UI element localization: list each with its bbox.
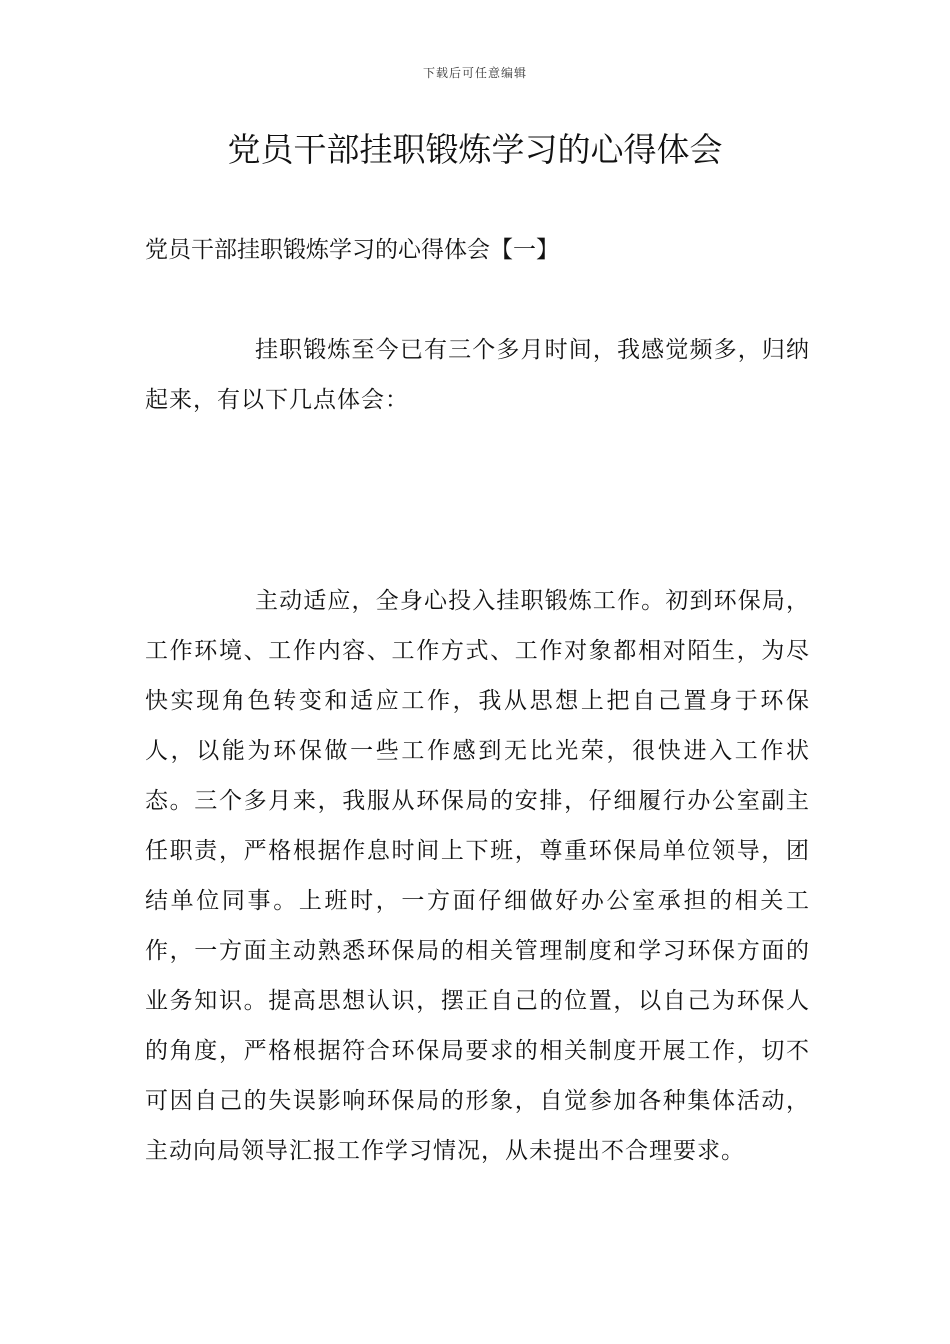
paragraph-intro: 挂职锻炼至今已有三个多月时间，我感觉频多，归纳起来，有以下几点体会：	[145, 337, 810, 413]
document-title: 党员干部挂职锻炼学习的心得体会	[227, 130, 723, 169]
header-note: 下载后可任意编辑	[422, 66, 527, 80]
paragraph-body: 主动适应，全身心投入挂职锻炼工作。初到环保局，工作环境、工作内容、工作方式、工作对象都相对陌生，为尽快实现角色转变和适应工作，我从思想上把自己置身于环保人，以能为环保做一些工作感到无比光荣，很快进入工作状态。三个多月来，我服从环保局的安排，仔细履行办公室副主任职责，严格根据作息时间上下班，尊重环保局单位领导，团结单位同事。上班时，一方面仔细做好办公室承担的相关工作，一方面主动熟悉环保局的相关管理制度和学习环保方面的业务知识。提高思想认识，摆正自己的位置，以自己为环保人的角度，严格根据符合环保局要求的相关制度开展工作，切不可因自己的失误影响环保局的形象，自觉参加各种集体活动，主动向局领导汇报工作学习情况，从未提出不合理要求。	[145, 588, 810, 1164]
section-heading: 党员干部挂职锻炼学习的心得体会【一】	[145, 237, 559, 263]
